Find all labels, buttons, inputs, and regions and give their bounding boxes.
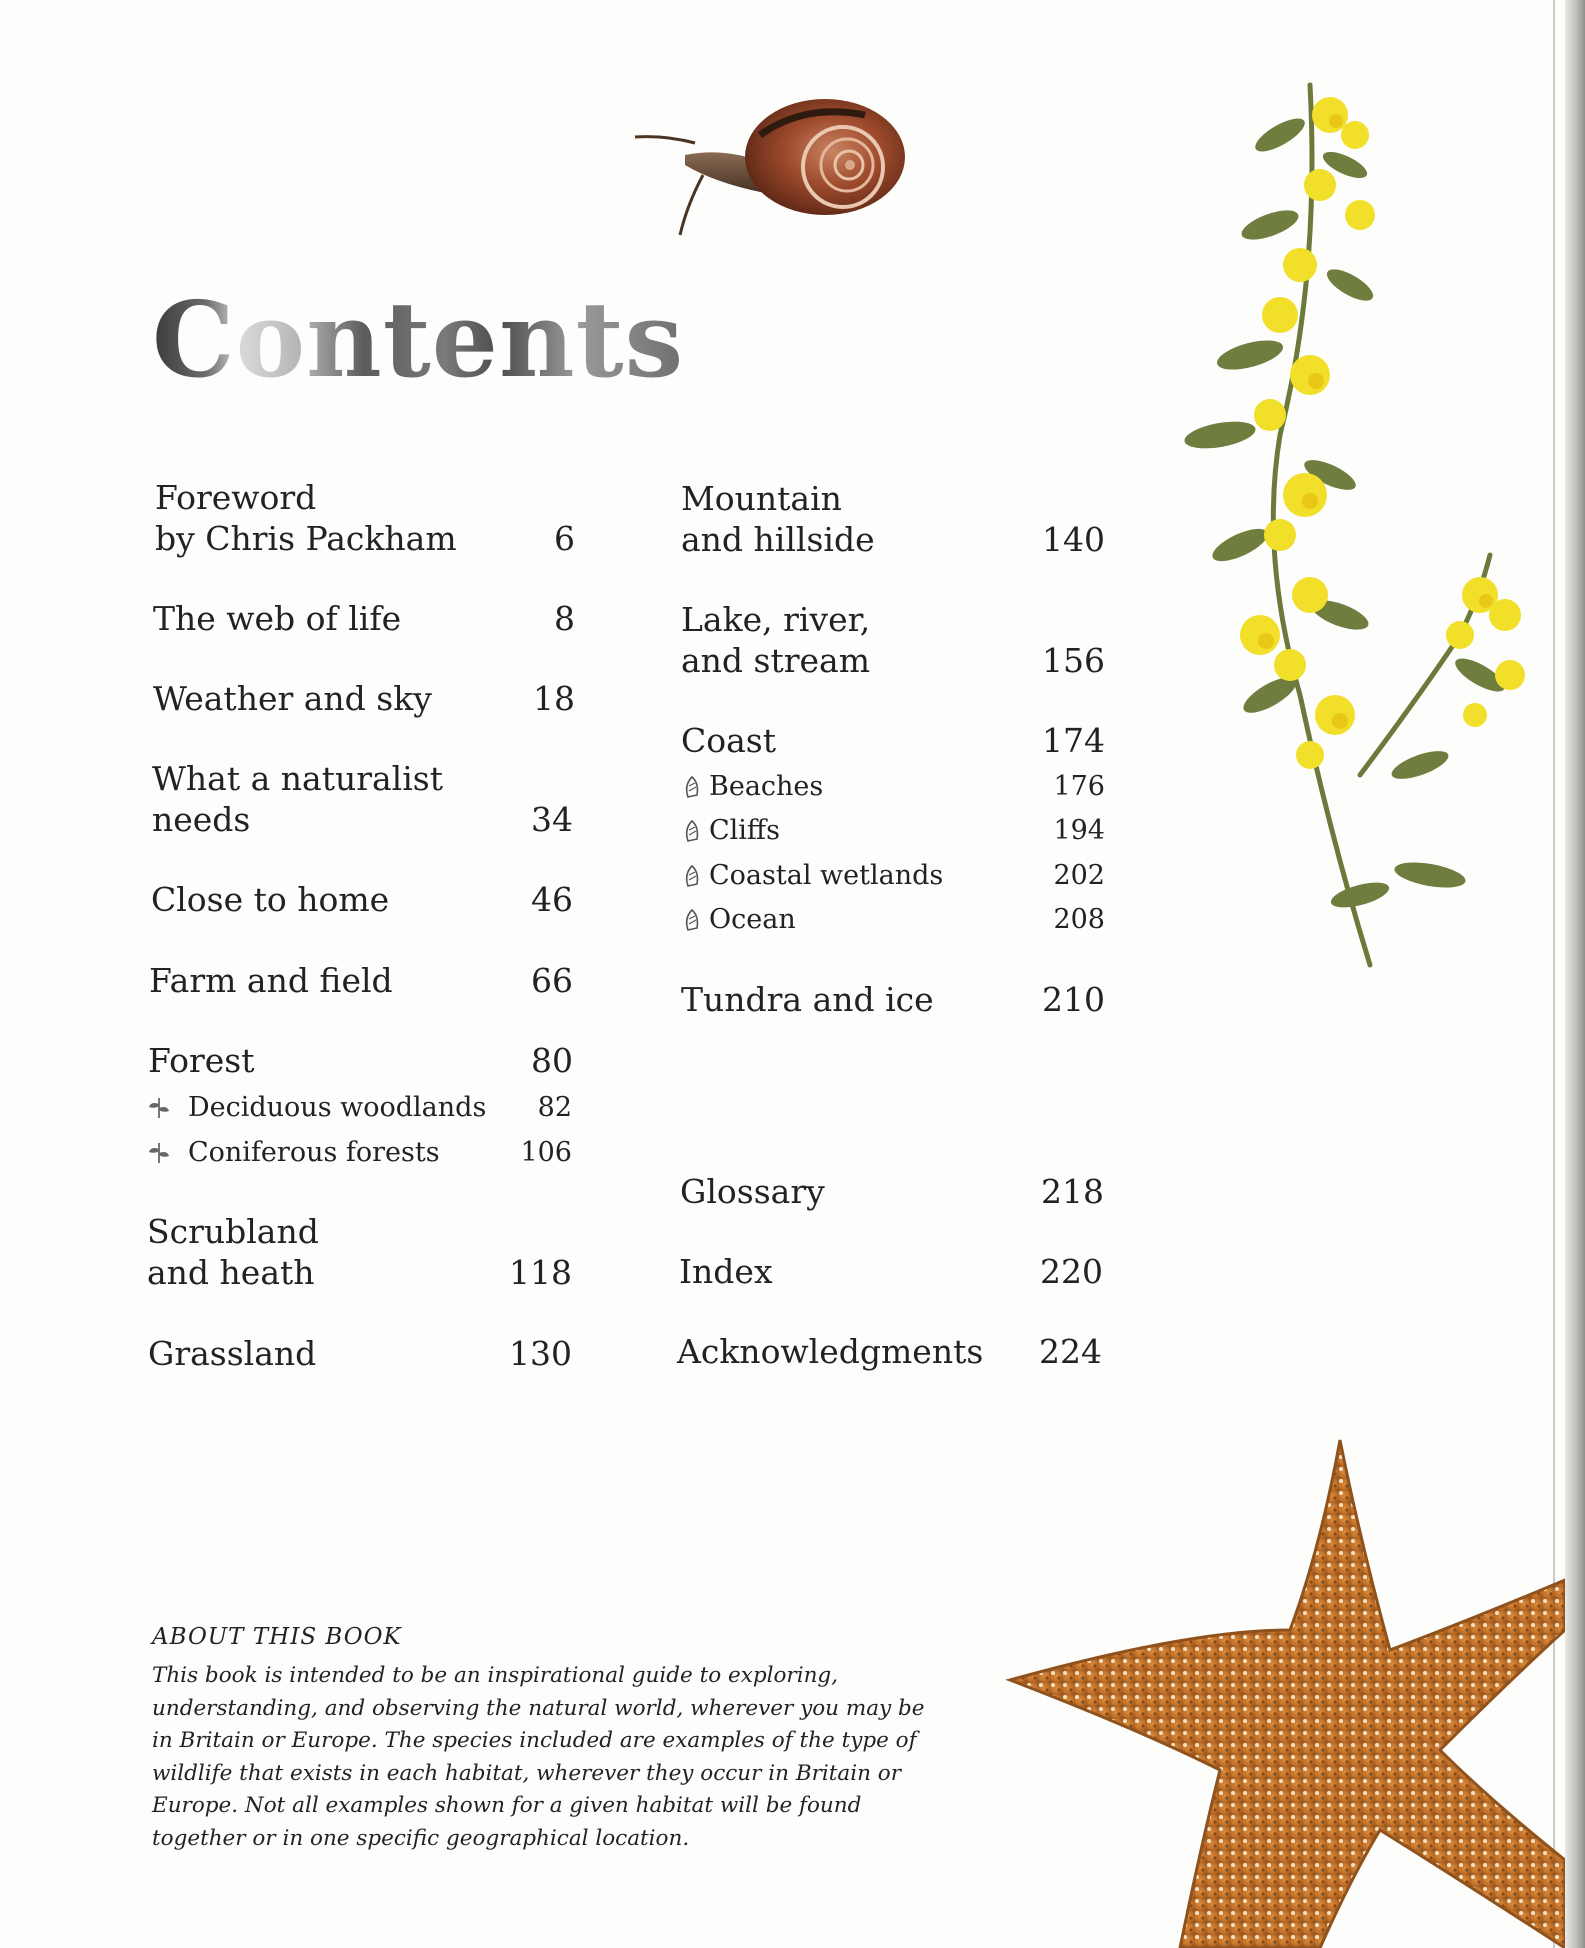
toc-entry-page: 130 [509, 1334, 572, 1373]
yellow-flower-illustration [1160, 75, 1540, 975]
toc-entry-forest[interactable] [148, 1040, 573, 1081]
toc-entry-page: 118 [509, 1253, 572, 1292]
toc-subentry-label: Coastal wetlands [709, 860, 944, 891]
snail-illustration [625, 95, 915, 245]
toc-entry-label: Forest [148, 1041, 255, 1080]
toc-entry-lake-river-stream[interactable] [681, 599, 1105, 681]
toc-entry-naturalist-needs[interactable] [152, 758, 573, 840]
toc-entry-mountain-and-hillside[interactable] [681, 478, 1105, 560]
toc-entry-page: 220 [1040, 1252, 1103, 1291]
toc-entry-label: What a naturalist needs [152, 759, 443, 839]
toc-entry-page: 80 [531, 1041, 573, 1080]
toc-entry-label: Close to home [151, 880, 390, 919]
toc-entry-label: Acknowledgments [677, 1332, 984, 1371]
toc-entry-page: 140 [1042, 520, 1105, 559]
toc-entry-page: 156 [1042, 641, 1105, 680]
toc-entry-label: Tundra and ice [681, 980, 934, 1019]
toc-entry-glossary[interactable] [680, 1171, 1104, 1212]
toc-subentry-label: Ocean [709, 904, 796, 935]
leaf-sprig-icon [146, 1137, 172, 1167]
about-heading: ABOUT THIS BOOK [152, 1624, 402, 1650]
toc-entry-label: Farm and field [149, 961, 393, 1000]
toc-entry-coast[interactable] [681, 720, 1105, 761]
toc-entry-label: Lake, river, and stream [681, 600, 871, 680]
toc-entry-farm-and-field[interactable] [149, 960, 573, 1001]
toc-entry-page: 18 [533, 679, 575, 718]
toc-entry-label: Coast [681, 721, 776, 760]
toc-entry-label: Scrubland and heath [147, 1212, 319, 1292]
leaf-sprig-icon [146, 1092, 172, 1122]
toc-subentry-ocean[interactable] [680, 904, 1105, 936]
toc-subentry-label: Cliffs [709, 815, 780, 846]
toc-entry-page: 210 [1042, 980, 1105, 1019]
toc-entry-page: 34 [531, 800, 573, 839]
toc-entry-page: 8 [554, 599, 575, 638]
toc-entry-label: Index [679, 1252, 773, 1291]
toc-entry-grassland[interactable] [148, 1333, 572, 1374]
shell-icon [680, 771, 706, 801]
toc-entry-acknowledgments[interactable] [677, 1331, 1102, 1372]
toc-entry-label: Mountain and hillside [681, 479, 875, 559]
toc-subentry-page: 208 [1053, 904, 1105, 935]
page-edge [1565, 0, 1585, 1948]
toc-subentry-page: 82 [537, 1092, 572, 1123]
shell-icon [680, 815, 706, 845]
toc-entry-weather-and-sky[interactable] [153, 678, 575, 719]
toc-entry-page: 6 [554, 519, 575, 558]
toc-entry-close-to-home[interactable] [151, 879, 573, 920]
toc-subentry-coastal-wetlands[interactable] [680, 860, 1105, 892]
about-text: This book is intended to be an inspirational guide to exploring, understanding, and observing the natural world, wherever you may be in Britain or Europe. The species included are examples of the type of wildlife that exists in each habitat, wherever they occur in Britain or Europe. Not all examples shown for a given habitat will be found together or in one specific geographical location. [152, 1663, 925, 1851]
starfish-illustration [990, 1430, 1565, 1948]
toc-subentry-deciduous-woodlands[interactable] [146, 1092, 572, 1124]
toc-entry-page: 218 [1041, 1172, 1104, 1211]
toc-entry-label: Weather and sky [153, 679, 432, 718]
toc-subentry-coniferous-forests[interactable] [146, 1137, 572, 1169]
toc-entry-foreword[interactable] [155, 477, 575, 559]
toc-entry-page: 46 [531, 880, 573, 919]
toc-subentry-page: 202 [1053, 860, 1105, 891]
toc-subentry-beaches[interactable] [680, 771, 1105, 803]
toc-subentry-page: 194 [1053, 815, 1105, 846]
shell-icon [680, 860, 706, 890]
toc-entry-page: 174 [1042, 721, 1105, 760]
page-title: Contents [152, 278, 685, 401]
toc-entry-tundra-and-ice[interactable] [681, 979, 1105, 1020]
toc-entry-index[interactable] [679, 1251, 1103, 1292]
toc-entry-web-of-life[interactable] [153, 598, 575, 639]
toc-subentry-label: Coniferous forests [188, 1137, 440, 1168]
shell-icon [680, 904, 706, 934]
toc-entry-label: The web of life [153, 599, 402, 638]
toc-entry-scrubland-and-heath[interactable] [147, 1211, 572, 1293]
toc-subentry-page: 106 [520, 1137, 572, 1168]
toc-entry-label: Glossary [680, 1172, 825, 1211]
toc-subentry-cliffs[interactable] [680, 815, 1105, 847]
toc-subentry-label: Beaches [709, 771, 824, 802]
toc-subentry-page: 176 [1053, 771, 1105, 802]
toc-entry-page: 66 [531, 961, 573, 1000]
toc-entry-label: Grassland [148, 1334, 317, 1373]
toc-entry-label: Foreword by Chris Packham [155, 478, 457, 558]
toc-entry-page: 224 [1039, 1332, 1102, 1371]
toc-subentry-label: Deciduous woodlands [188, 1092, 487, 1123]
